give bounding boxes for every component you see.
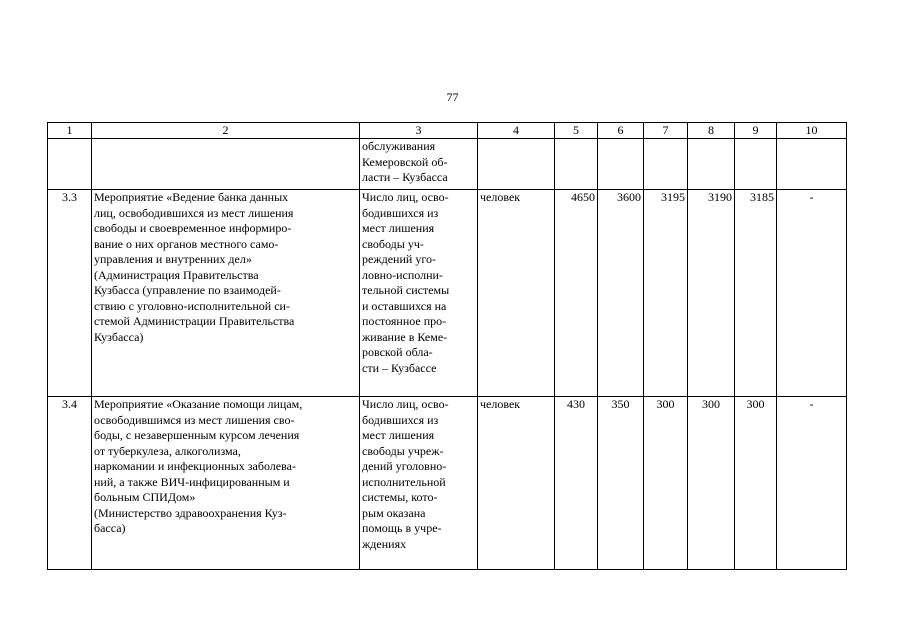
cell-text-line: обслуживания — [362, 139, 436, 153]
column-header: 4 — [478, 123, 555, 139]
column-header: 9 — [735, 123, 777, 139]
value-cell: 300 — [688, 397, 735, 570]
indicator-cell — [360, 190, 478, 397]
cell-text-line: боды, с незавершенным курсом лечения — [94, 428, 300, 442]
cell-text-line: ласти – Кузбасса — [362, 170, 448, 184]
cell-text-line: дений уголовно- — [362, 459, 447, 473]
column-header: 5 — [555, 123, 598, 139]
cell-text-line: реждений уго- — [362, 252, 436, 266]
cell-text-line: лиц, освободившихся из мест лишения — [94, 205, 294, 220]
table-cell — [48, 139, 92, 190]
cell-text-line: рым оказана — [362, 505, 426, 520]
value-cell: 3195 — [644, 190, 688, 397]
cell-text-line: Число лиц, осво- — [362, 397, 449, 411]
column-header: 3 — [360, 123, 478, 139]
column-header: 6 — [598, 123, 644, 139]
row-number-cell: 3.4 — [48, 397, 92, 570]
cell-text-line: (Министерство здравоохранения Куз- — [94, 505, 287, 520]
table-cell — [688, 139, 735, 190]
cell-text-line: Кузбасса (управление по взаимодей- — [94, 283, 281, 297]
table-row-continuation — [48, 139, 847, 190]
cell-text-line: помощь в учре- — [362, 521, 442, 535]
unit-cell: человек — [478, 397, 555, 570]
value-cell: - — [777, 190, 847, 397]
cell-text-line: наркомании и инфекционных заболева- — [94, 459, 296, 473]
cell-text-line: мест лишения — [362, 428, 435, 442]
cell-text-line: ловно-исполни- — [362, 267, 443, 282]
cell-text-line: (Администрация Правительства — [94, 267, 259, 282]
table-row — [48, 190, 847, 397]
column-header: 8 — [688, 123, 735, 139]
cell-text-line: Кузбасса) — [94, 329, 144, 344]
value-cell: 3185 — [735, 190, 777, 397]
cell-text-line: ждениях — [362, 536, 407, 551]
cell-text-line: системы, кото- — [362, 490, 438, 504]
cell-text-line: ровской обла- — [362, 345, 433, 359]
cell-text-line: от туберкулеза, алкоголизма, — [94, 443, 241, 458]
value-cell: 3600 — [598, 190, 644, 397]
event-cell — [92, 190, 360, 397]
cell-text-line: бодившихся из — [362, 412, 439, 427]
column-header: 1 — [48, 123, 92, 139]
cell-text-line: ствию с уголовно-исполнительной си- — [94, 298, 290, 313]
cell-text-line: ний, а также ВИЧ-инфицированным и — [94, 474, 290, 489]
cell-text-line: вание о них органов местного само- — [94, 236, 279, 251]
cell-text-line: свободы и своевременное информиро- — [94, 221, 292, 235]
indicator-cell — [360, 139, 478, 190]
table-row — [48, 397, 847, 570]
cell-text-line: Число лиц, осво- — [362, 190, 449, 204]
row-number-cell: 3.3 — [48, 190, 92, 397]
cell-text-line: Кемеровской об- — [362, 154, 448, 169]
cell-text-line: и оставшихся на — [362, 298, 447, 313]
cell-text-line: бодившихся из — [362, 205, 439, 220]
table-cell — [777, 139, 847, 190]
cell-text-line: свободы учреж- — [362, 443, 444, 458]
cell-text-line: басса) — [94, 521, 126, 535]
cell-text-line: исполнительной — [362, 474, 446, 489]
cell-text-line: стемой Администрации Правительства — [94, 314, 295, 328]
cell-text-line: тельной системы — [362, 283, 450, 297]
cell-text-line: управления и внутренних дел» — [94, 252, 252, 266]
unit-cell: человек — [478, 190, 555, 397]
value-cell: 4650 — [555, 190, 598, 397]
cell-text-line: мест лишения — [362, 221, 435, 235]
table-cell — [598, 139, 644, 190]
table-cell — [644, 139, 688, 190]
column-header: 10 — [777, 123, 847, 139]
event-cell — [92, 397, 360, 570]
value-cell: 300 — [644, 397, 688, 570]
cell-text-line: сти – Кузбассе — [362, 360, 437, 375]
cell-text-line: постоянное про- — [362, 314, 447, 328]
column-header: 2 — [92, 123, 360, 139]
cell-text-line: Мероприятие «Оказание помощи лицам, — [94, 397, 303, 411]
cell-text-line: свободы уч- — [362, 236, 424, 251]
table-cell — [555, 139, 598, 190]
plan-table — [47, 122, 847, 570]
column-header: 7 — [644, 123, 688, 139]
page-number: 77 — [446, 90, 459, 104]
value-cell: - — [777, 397, 847, 570]
table-header-row — [48, 123, 847, 139]
cell-text-line: Мероприятие «Ведение банка данных — [94, 190, 289, 204]
cell-text-line: живание в Кеме- — [362, 329, 448, 344]
indicator-cell — [360, 397, 478, 570]
value-cell: 430 — [555, 397, 598, 570]
table-cell — [735, 139, 777, 190]
value-cell: 300 — [735, 397, 777, 570]
cell-text-line: освободившимся из мест лишения сво- — [94, 412, 295, 427]
value-cell: 350 — [598, 397, 644, 570]
table-cell — [92, 139, 360, 190]
table-cell — [478, 139, 555, 190]
value-cell: 3190 — [688, 190, 735, 397]
cell-text-line: больным СПИДом» — [94, 490, 196, 504]
